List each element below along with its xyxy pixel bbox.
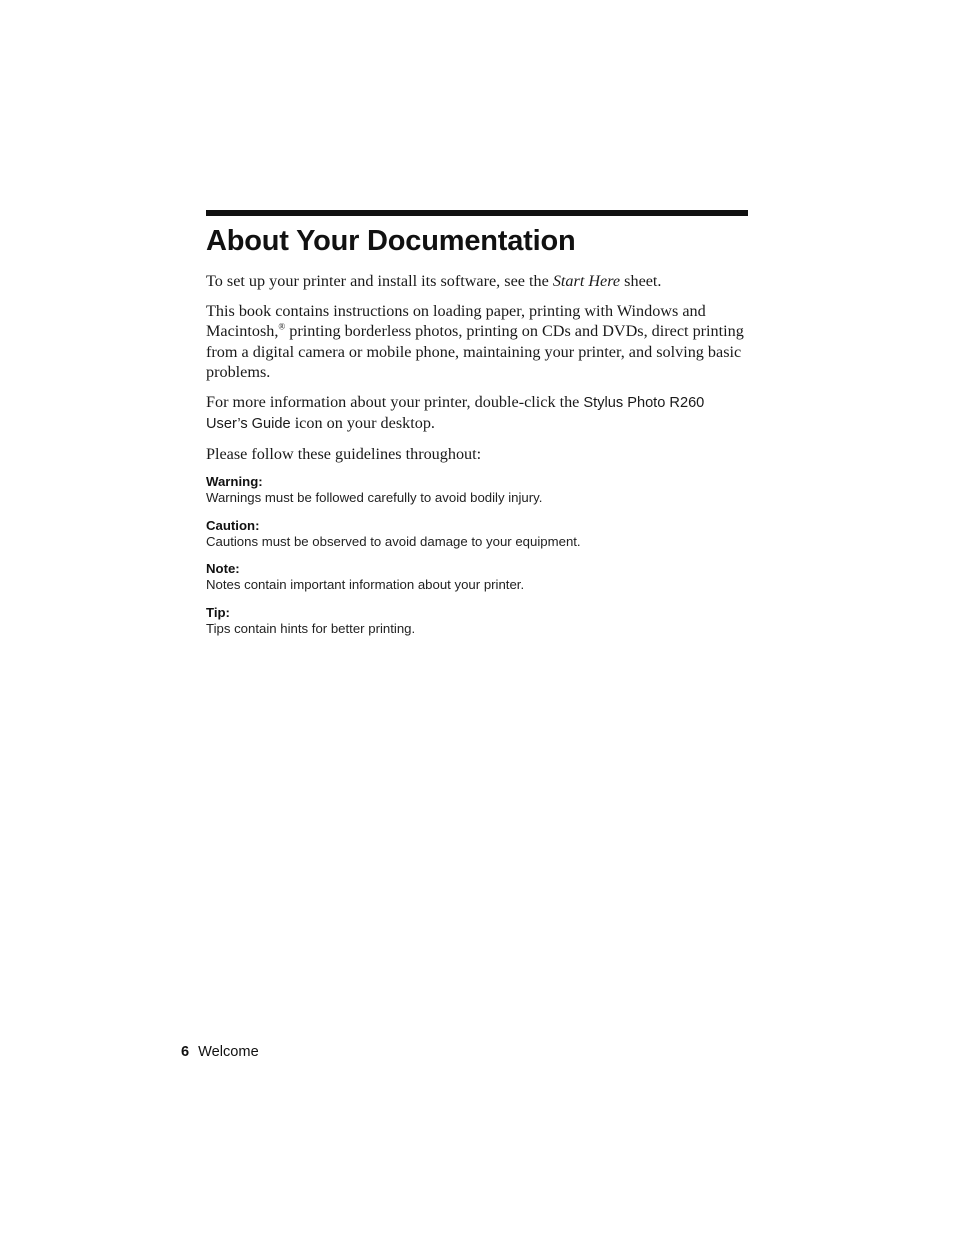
tip-notice bbox=[206, 605, 748, 637]
registered-mark: ® bbox=[278, 321, 286, 332]
caution-text: Cautions must be observed to avoid damage to your equipment. bbox=[206, 534, 581, 549]
more-info-text-after: icon on your desktop. bbox=[290, 414, 435, 432]
guidelines-paragraph: Please follow these guidelines throughout: bbox=[206, 444, 482, 463]
intro-text-after: sheet. bbox=[620, 272, 662, 290]
intro-text-before: To set up your printer and install its software, see the bbox=[206, 272, 553, 290]
contents-text-after: printing borderless photos, printing on CDs and DVDs, direct printing from a digital camera or mobile phone, maintaining your printer, and solving basic problems. bbox=[206, 322, 744, 381]
note-text: Notes contain important information about your printer. bbox=[206, 577, 525, 592]
more-info-paragraph bbox=[206, 392, 748, 435]
tip-label: Tip: bbox=[206, 605, 230, 620]
page-title: About Your Documentation bbox=[206, 225, 576, 257]
contents-text-before: This book contains instructions on loading paper, printing with Windows and Macintosh, bbox=[206, 301, 706, 340]
page-footer bbox=[181, 1042, 259, 1062]
more-info-text-before: For more information about your printer, double-click the bbox=[206, 392, 584, 411]
warning-label: Warning: bbox=[206, 474, 263, 489]
page-content bbox=[206, 210, 748, 637]
start-here-reference: Start Here bbox=[552, 272, 621, 290]
heading-rule bbox=[206, 210, 748, 216]
contents-paragraph bbox=[206, 301, 748, 383]
note-notice bbox=[206, 561, 748, 593]
intro-paragraph bbox=[206, 271, 748, 292]
section-name: Welcome bbox=[198, 1044, 259, 1060]
page-number: 6 bbox=[181, 1044, 190, 1060]
caution-label: Caution: bbox=[206, 518, 260, 533]
warning-notice bbox=[206, 474, 748, 506]
note-label: Note: bbox=[206, 561, 240, 576]
users-guide-reference: Stylus Photo R260 User’s Guide bbox=[206, 394, 705, 432]
caution-notice bbox=[206, 518, 748, 550]
warning-text: Warnings must be followed carefully to avoid bodily injury. bbox=[206, 490, 543, 505]
tip-text: Tips contain hints for better printing. bbox=[206, 621, 416, 636]
